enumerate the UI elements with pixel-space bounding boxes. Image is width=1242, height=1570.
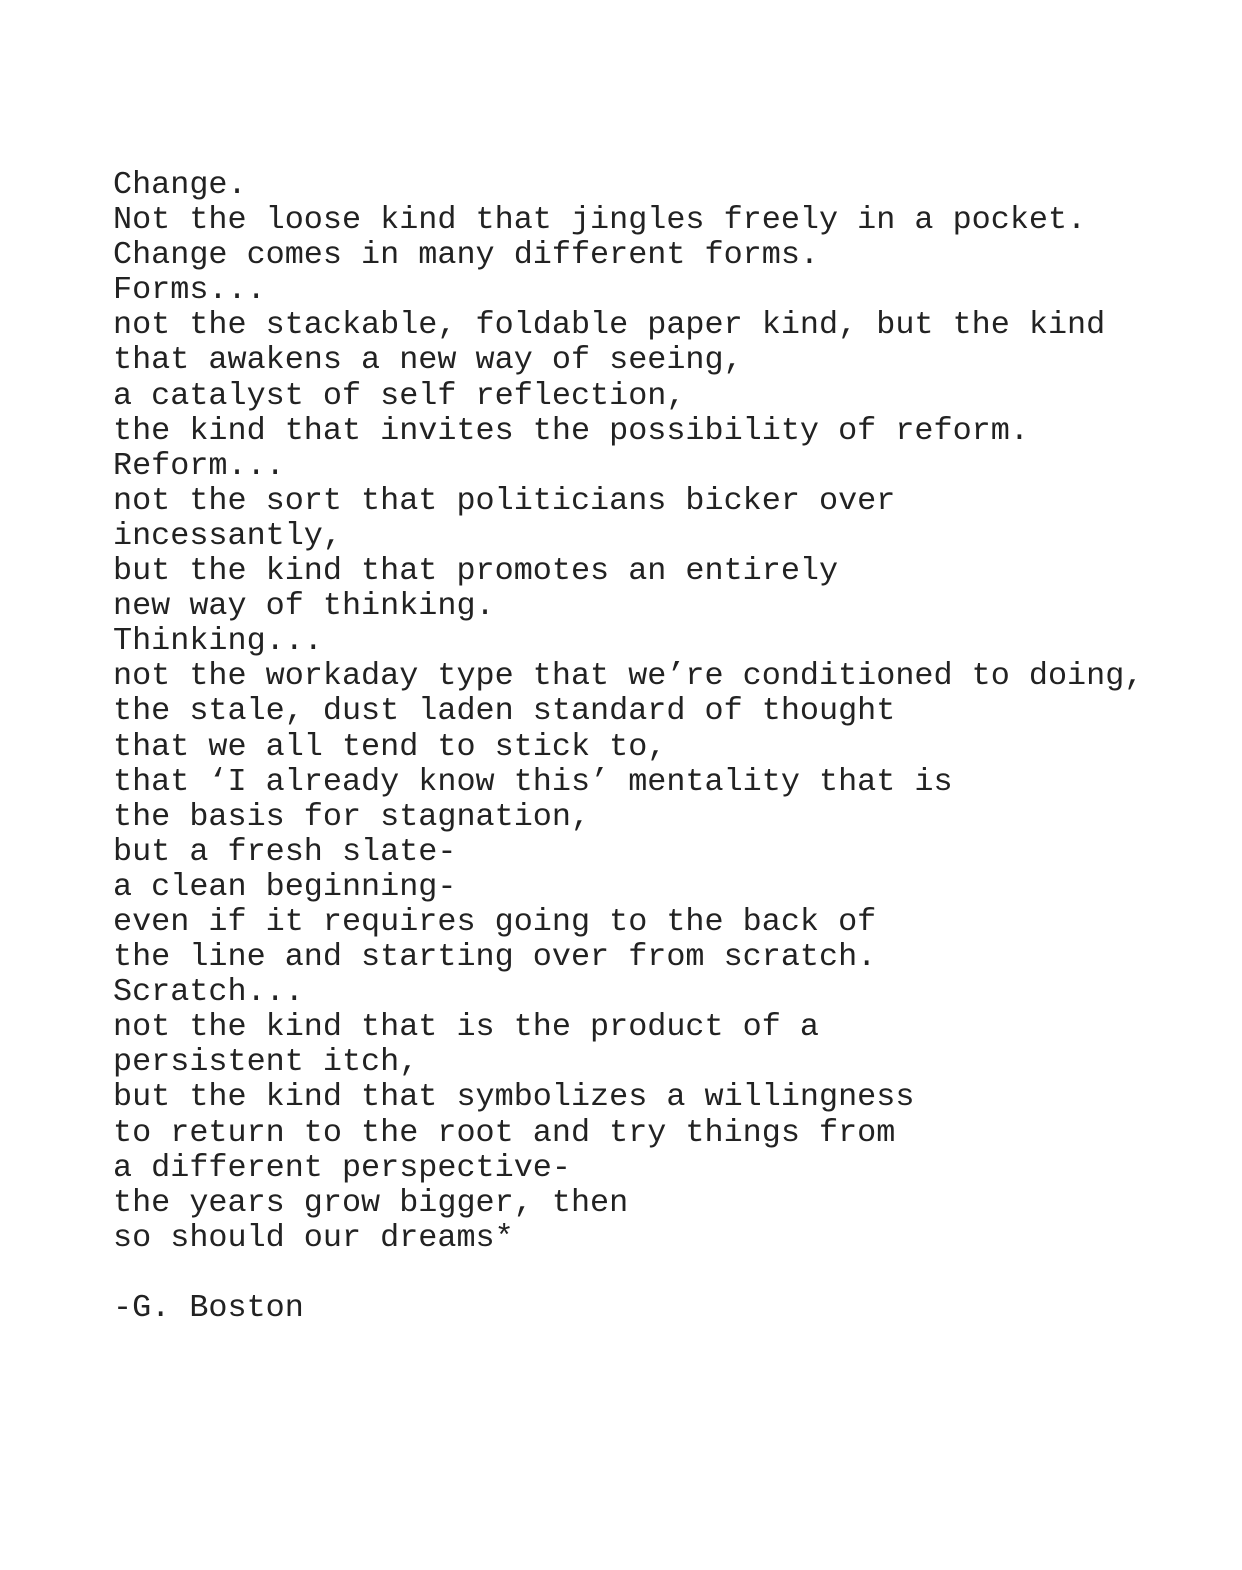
poem-line: a catalyst of self reflection, [113,377,686,414]
poem-line: not the workaday type that we’re conditioned to doing, [113,658,1144,695]
poem-line: the years grow bigger, then [113,1184,629,1221]
poem-line: that awakens a new way of seeing, [113,342,743,379]
poem-line: the line and starting over from scratch. [113,939,877,976]
poem-line: so should our dreams* [113,1219,514,1256]
poem-line: that we all tend to stick to, [113,728,667,765]
poem-line: persistent itch, [113,1044,419,1081]
poem-line: Scratch... [113,974,304,1011]
poem-line: that ‘I already know this’ mentality that is [113,763,953,800]
poem-line: to return to the root and try things from [113,1114,896,1151]
poem-line: Change. [113,167,247,203]
poem-line: Thinking... [113,623,323,660]
poem-line: even if it requires going to the back of [113,903,877,940]
poem-line: Change comes in many different forms. [113,237,820,274]
author-signature: -G. Boston [113,1290,304,1326]
poem-line: Forms... [113,272,266,309]
stanza-break [113,1256,1223,1291]
poem-line: Reform... [113,447,285,484]
poem-line: the stale, dust laden standard of thought [113,693,896,730]
poem-line: a clean beginning- [113,868,457,905]
poem-line: the kind that invites the possibility of reform. [113,412,1029,449]
poem-line: not the kind that is the product of a [113,1009,820,1046]
poem-line: not the stackable, foldable paper kind, but the kind [113,307,1106,344]
poem-line: incessantly, [113,517,342,554]
poem-line: the basis for stagnation, [113,798,591,835]
poem-line: not the sort that politicians bicker over [113,482,896,519]
poem-line: but the kind that promotes an entirely [113,553,839,590]
poem-line: new way of thinking. [113,588,495,625]
poem-line: Not the loose kind that jingles freely in a pocket. [113,202,1087,239]
poem-body [113,168,1223,1326]
poem-line: a different perspective- [113,1149,571,1186]
poem-line: but a fresh slate- [113,833,457,870]
poem-line: but the kind that symbolizes a willingness [113,1079,915,1116]
